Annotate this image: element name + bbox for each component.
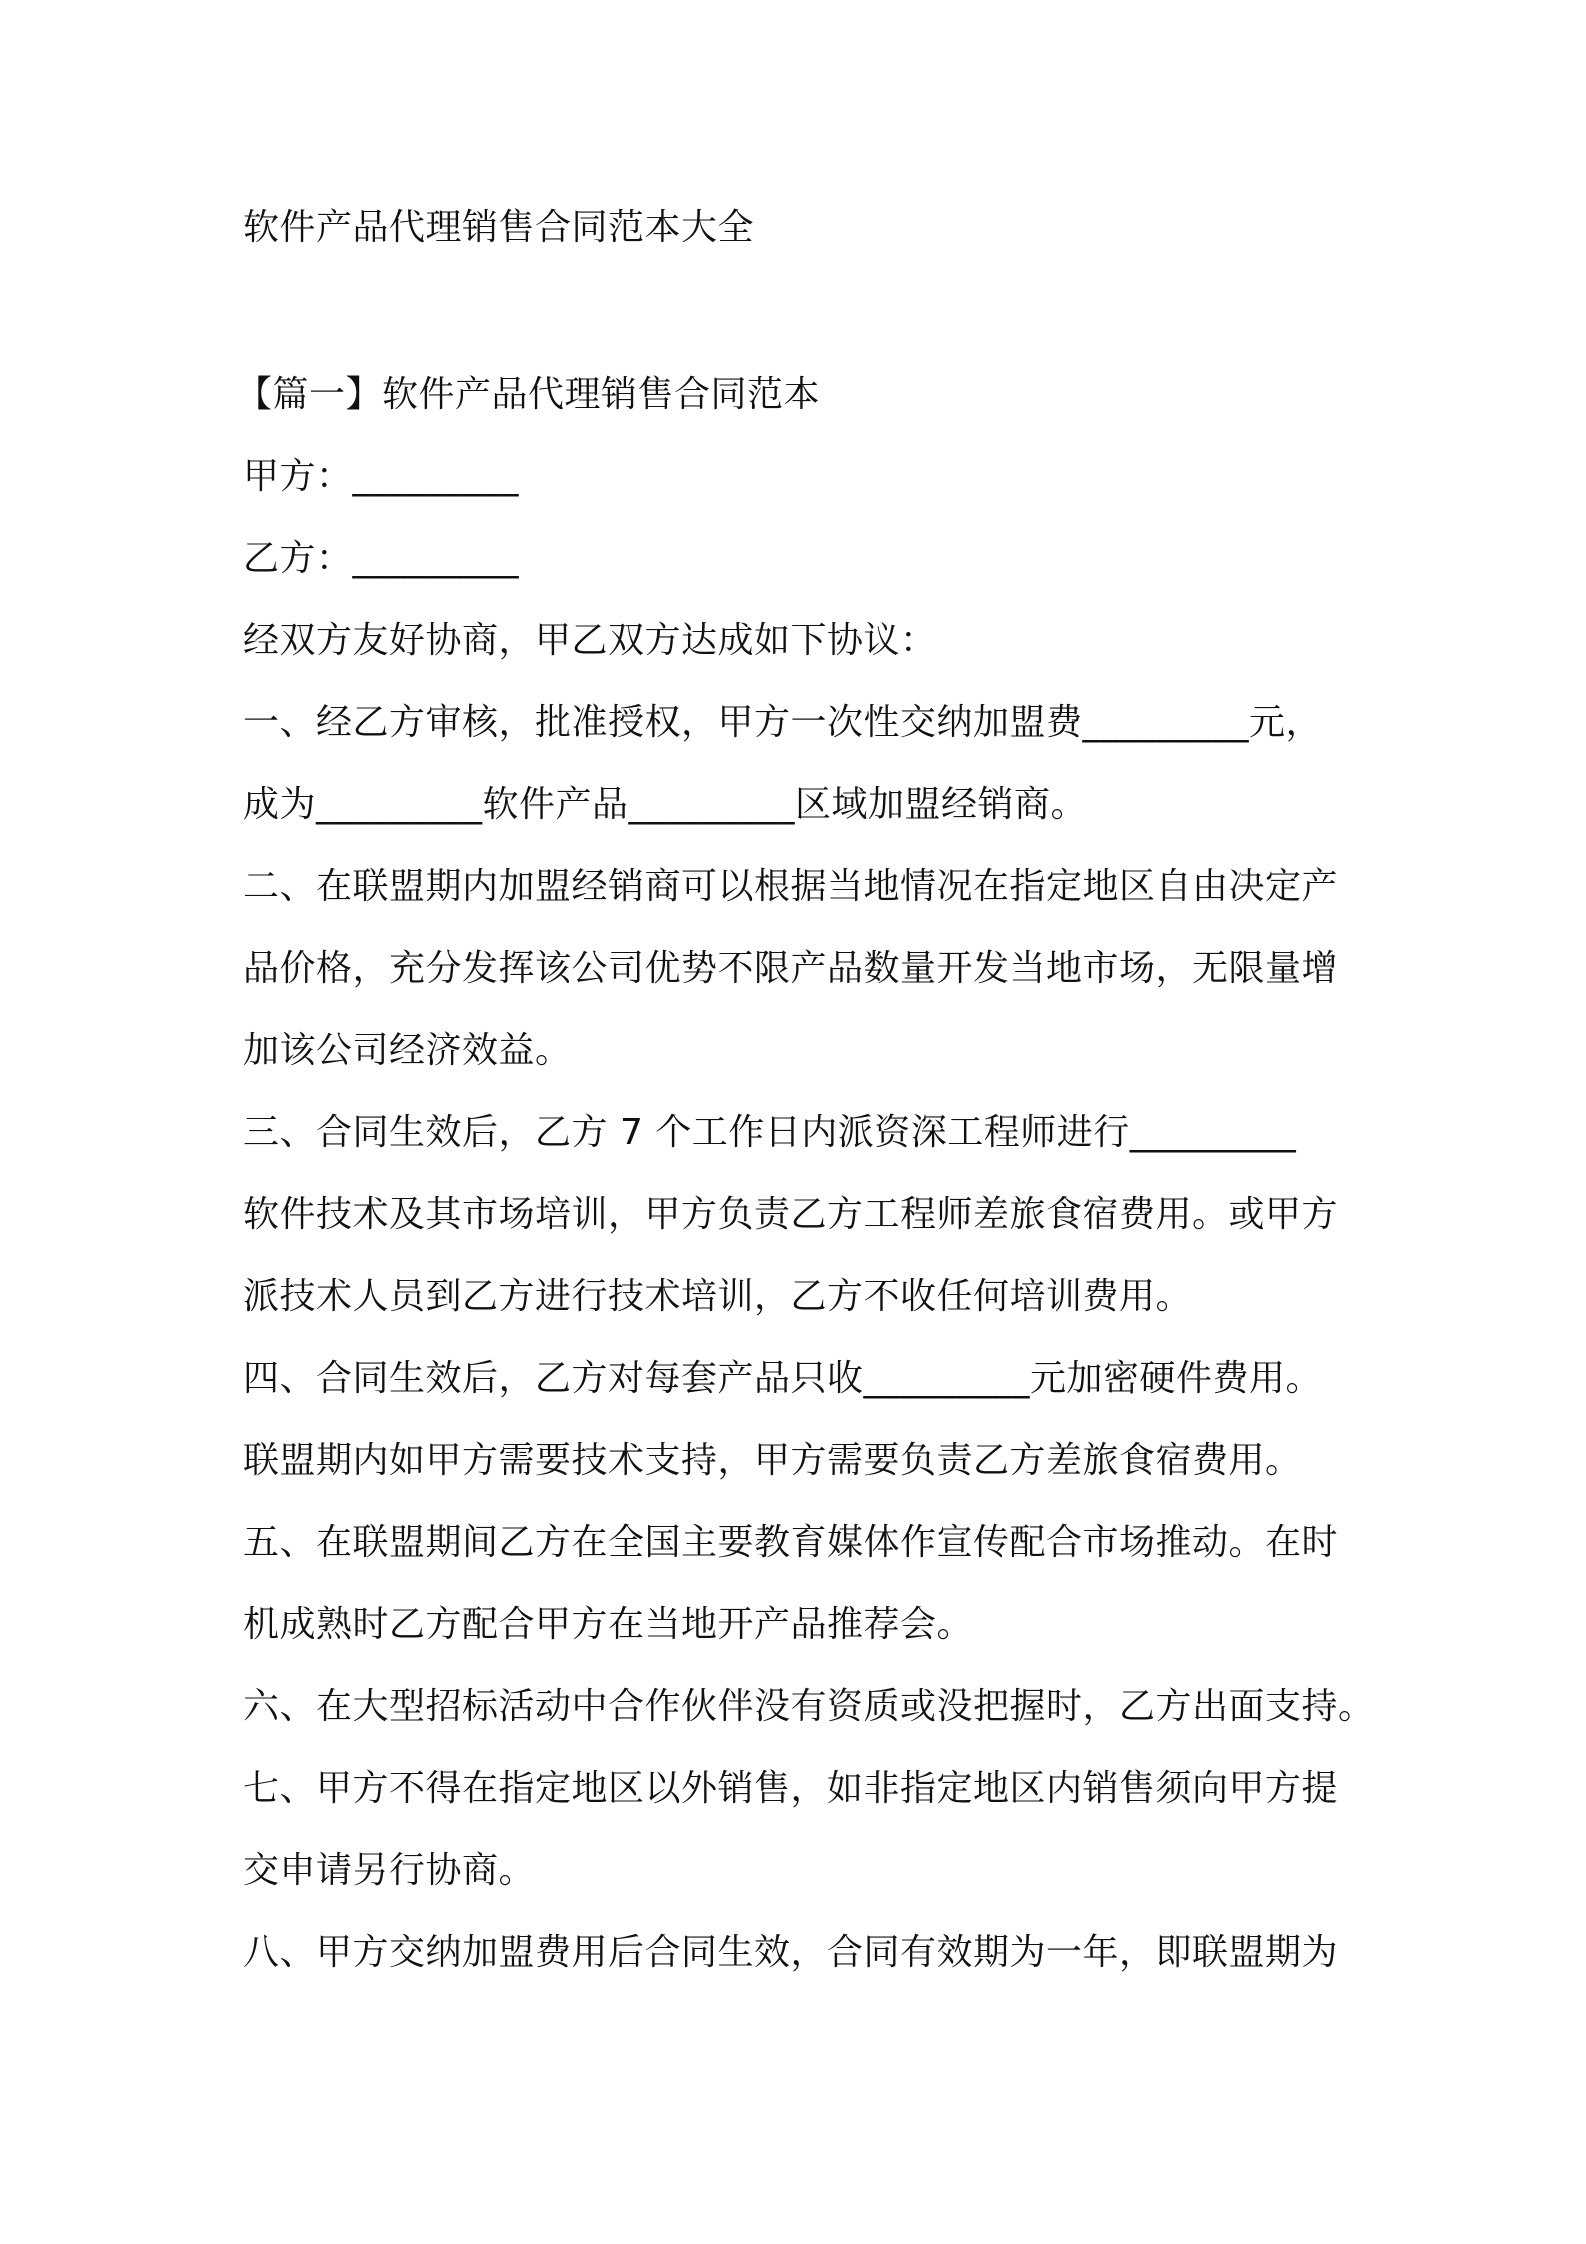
party-a-line: 甲方：_________ (243, 456, 520, 497)
clause-5-line-1: 五、在联盟期间乙方在全国主要教育媒体作宣传配合市场推动。在时 (243, 1522, 1339, 1563)
clause-3-line-2: 软件技术及其市场培训，甲方负责乙方工程师差旅食宿费用。或甲方 (243, 1194, 1339, 1235)
clause-3-line-3: 派技术人员到乙方进行技术培训，乙方不收任何培训费用。 (243, 1276, 1193, 1317)
clause-7-line-1: 七、甲方不得在指定地区以外销售，如非指定地区内销售须向甲方提 (243, 1768, 1339, 1809)
agreement-intro: 经双方友好协商，甲乙双方达成如下协议： (243, 620, 937, 661)
document-title: 软件产品代理销售合同范本大全 (243, 207, 755, 248)
section-heading: 【篇一】软件产品代理销售合同范本 (236, 374, 821, 415)
clause-4-line-1: 四、合同生效后，乙方对每套产品只收_________元加密硬件费用。 (243, 1358, 1323, 1399)
party-b-line: 乙方：_________ (243, 538, 520, 579)
clause-2-line-3: 加该公司经济效益。 (243, 1030, 572, 1071)
clause-6-line-1: 六、在大型招标活动中合作伙伴没有资质或没把握时，乙方出面支持。 (243, 1686, 1375, 1727)
clause-5-line-2: 机成熟时乙方配合甲方在当地开产品推荐会。 (243, 1604, 974, 1645)
clause-1-line-2: 成为_________软件产品_________区域加盟经销商。 (243, 784, 1088, 825)
clause-3-line-1: 三、合同生效后，乙方 7 个工作日内派资深工程师进行_________ (243, 1112, 1297, 1153)
clause-7-line-2: 交申请另行协商。 (243, 1850, 536, 1891)
clause-2-line-2: 品价格，充分发挥该公司优势不限产品数量开发当地市场，无限量增 (243, 948, 1339, 989)
clause-1-line-1: 一、经乙方审核，批准授权，甲方一次性交纳加盟费_________元， (243, 702, 1323, 743)
clause-4-line-2: 联盟期内如甲方需要技术支持，甲方需要负责乙方差旅食宿费用。 (243, 1440, 1302, 1481)
clause-8-line-1: 八、甲方交纳加盟费用后合同生效，合同有效期为一年，即联盟期为 (243, 1932, 1339, 1973)
clause-2-line-1: 二、在联盟期内加盟经销商可以根据当地情况在指定地区自由决定产 (243, 866, 1339, 907)
